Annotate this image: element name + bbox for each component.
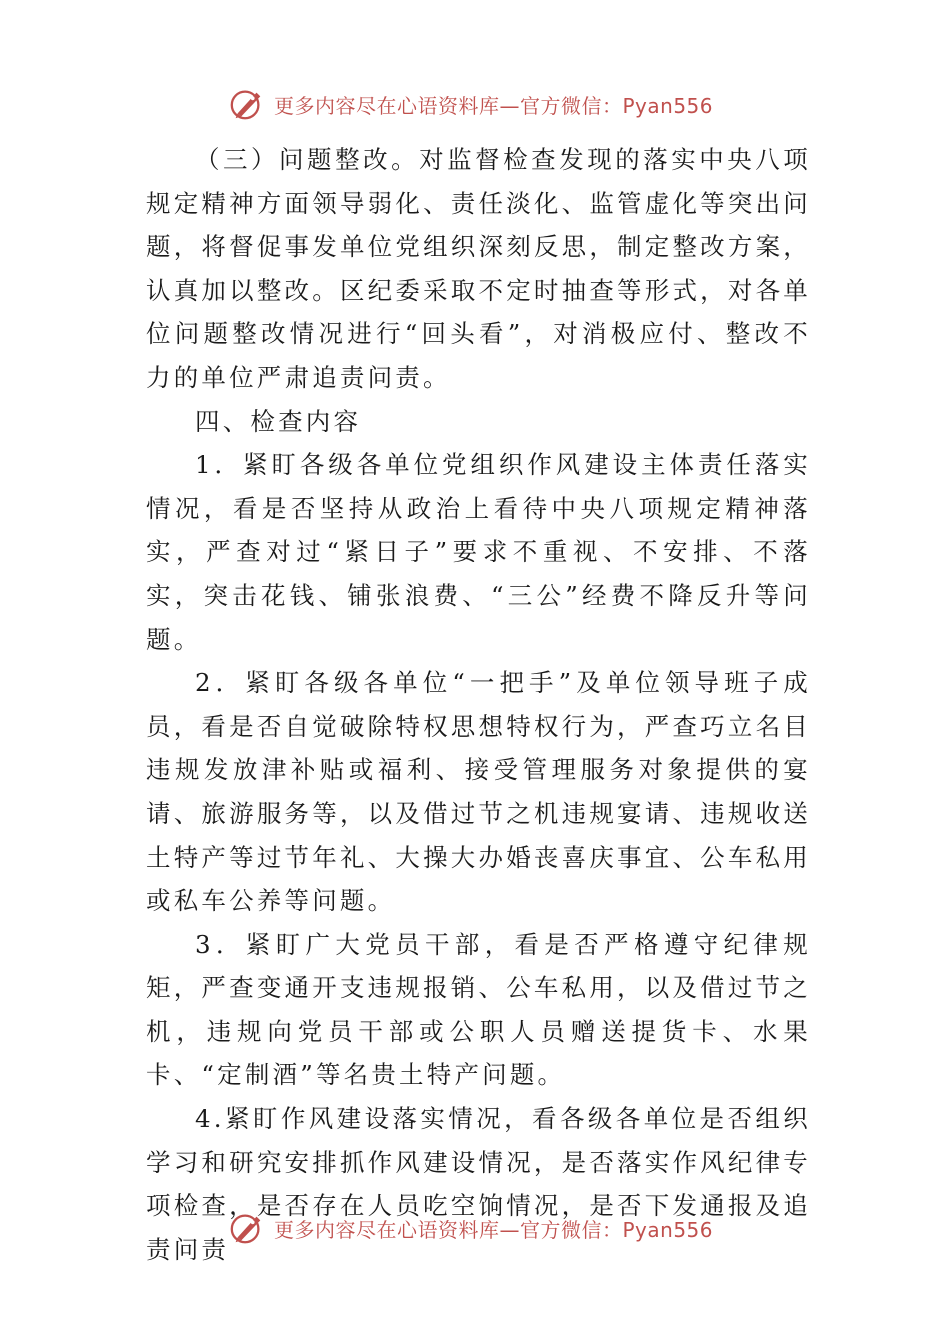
section-heading-inspection-content: 四、检查内容 [195,406,362,436]
paragraph-item-3: 3．紧盯广大党员干部，看是否严格遵守纪律规矩，严查变通开支违规报销、公车私用，以及借过节之机，违规向党员干部或公职人员赠送提货卡、水果卡、“定制酒”等名贵土特产问题。 [146,929,811,1090]
header-banner [228,82,713,126]
pen-nib-circle-icon [228,85,266,123]
header-banner-text: 更多内容尽在心语资料库—官方微信：Pyan556 [274,93,714,118]
footer-banner-text: 更多内容尽在心语资料库—官方微信：Pyan556 [274,1217,714,1242]
paragraph-problem-rectification: （三）问题整改。对监督检查发现的落实中央八项规定精神方面领导弱化、责任淡化、监管虚化等突出问题，将督促事发单位党组织深刻反思，制定整改方案，认真加以整改。区纪委采取不定时抽查等形式，对各单位问题整改情况进行“回头看”，对消极应付、整改不力的单位严肃追责问责。 [146,145,811,392]
pen-nib-circle-icon [228,1209,266,1247]
paragraph-item-1: 1．紧盯各级各单位党组织作风建设主体责任落实情况，看是否坚持从政治上看待中央八项规定精神落实，严查对过“紧日子”要求不重视、不安排、不落实，突击花钱、铺张浪费、“三公”经费不降反升等问题。 [146,450,811,654]
document-body [146,138,811,1271]
footer-banner [228,1206,713,1250]
paragraph-item-4: 4.紧盯作风建设落实情况，看各级各单位是否组织学习和研究安排抓作风建设情况，是否落实作风纪律专项检查，是否存在人员吃空饷情况，是否下发通报及追责问责 [146,1104,811,1264]
paragraph-item-2: 2．紧盯各级各单位“一把手”及单位领导班子成员，看是否自觉破除特权思想特权行为，严查巧立名目违规发放津补贴或福利、接受管理服务对象提供的宴请、旅游服务等，以及借过节之机违规宴请、违规收送土特产等过节年礼、大操大办婚丧喜庆事宜、公车私用或私车公养等问题。 [146,668,811,916]
